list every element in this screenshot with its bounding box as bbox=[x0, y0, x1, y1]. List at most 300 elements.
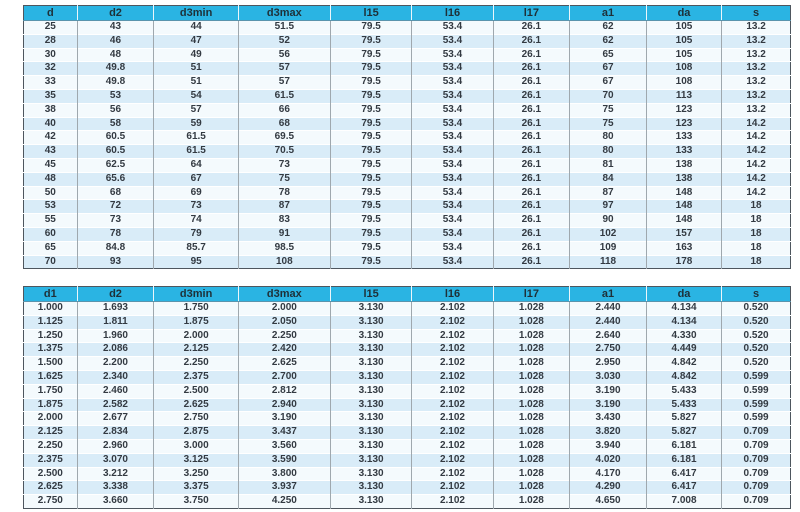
table-cell: 5.827 bbox=[646, 412, 721, 426]
table-cell: 2.102 bbox=[412, 439, 493, 453]
table-cell: 56 bbox=[238, 48, 330, 62]
table-cell: 80 bbox=[570, 145, 647, 159]
table-cell: 28 bbox=[24, 34, 78, 48]
table-row bbox=[24, 227, 791, 241]
table-row bbox=[24, 48, 791, 62]
table-row bbox=[24, 315, 791, 329]
table-body bbox=[24, 302, 791, 509]
table-cell: 60 bbox=[24, 227, 78, 241]
table-cell: 2.102 bbox=[412, 412, 493, 426]
table-cell: 1.028 bbox=[493, 453, 570, 467]
table-cell: 4.449 bbox=[646, 343, 721, 357]
column-header: d1 bbox=[24, 287, 78, 302]
table-cell: 2.102 bbox=[412, 302, 493, 316]
table-cell: 4.290 bbox=[570, 481, 647, 495]
table-cell: 2.500 bbox=[24, 467, 78, 481]
table-cell: 79.5 bbox=[330, 103, 412, 117]
table-cell: 133 bbox=[646, 145, 721, 159]
table-cell: 3.212 bbox=[77, 467, 154, 481]
table-row bbox=[24, 384, 791, 398]
table-cell: 49 bbox=[154, 48, 239, 62]
table-cell: 1.875 bbox=[154, 315, 239, 329]
table-cell: 26.1 bbox=[493, 200, 570, 214]
table-cell: 26.1 bbox=[493, 186, 570, 200]
table-cell: 26.1 bbox=[493, 241, 570, 255]
table-cell: 14.2 bbox=[722, 172, 791, 186]
table-cell: 3.437 bbox=[238, 426, 330, 440]
table-cell: 3.130 bbox=[330, 453, 412, 467]
table-cell: 2.102 bbox=[412, 495, 493, 509]
table-cell: 3.130 bbox=[330, 439, 412, 453]
table-cell: 53.4 bbox=[412, 62, 493, 76]
table-cell: 2.460 bbox=[77, 384, 154, 398]
table-cell: 32 bbox=[24, 62, 78, 76]
table-cell: 60.5 bbox=[77, 145, 154, 159]
table-cell: 3.130 bbox=[330, 467, 412, 481]
table-cell: 30 bbox=[24, 48, 78, 62]
table-cell: 53.4 bbox=[412, 200, 493, 214]
table-cell: 73 bbox=[154, 200, 239, 214]
table-cell: 2.700 bbox=[238, 370, 330, 384]
table-cell: 0.709 bbox=[722, 439, 791, 453]
table-cell: 6.181 bbox=[646, 453, 721, 467]
table-cell: 14.2 bbox=[722, 131, 791, 145]
table-cell: 4.134 bbox=[646, 315, 721, 329]
table-cell: 67 bbox=[570, 62, 647, 76]
table-cell: 3.430 bbox=[570, 412, 647, 426]
table-cell: 2.102 bbox=[412, 315, 493, 329]
table-row bbox=[24, 439, 791, 453]
table-cell: 50 bbox=[24, 186, 78, 200]
table-cell: 0.520 bbox=[722, 357, 791, 371]
table-cell: 2.125 bbox=[154, 343, 239, 357]
table-cell: 1.500 bbox=[24, 357, 78, 371]
table-cell: 57 bbox=[238, 62, 330, 76]
table-cell: 0.709 bbox=[722, 453, 791, 467]
table-cell: 70 bbox=[570, 89, 647, 103]
table-cell: 2.500 bbox=[154, 384, 239, 398]
table-cell: 78 bbox=[238, 186, 330, 200]
table-cell: 95 bbox=[154, 255, 239, 269]
table-cell: 26.1 bbox=[493, 34, 570, 48]
table-cell: 1.028 bbox=[493, 315, 570, 329]
table-cell: 1.028 bbox=[493, 384, 570, 398]
table-row bbox=[24, 103, 791, 117]
table-cell: 90 bbox=[570, 214, 647, 228]
table-cell: 25 bbox=[24, 21, 78, 35]
table-cell: 91 bbox=[238, 227, 330, 241]
table-cell: 49.8 bbox=[77, 62, 154, 76]
table-cell: 2.102 bbox=[412, 329, 493, 343]
table-cell: 13.2 bbox=[722, 48, 791, 62]
table-cell: 3.750 bbox=[154, 495, 239, 509]
table-cell: 79.5 bbox=[330, 89, 412, 103]
table-cell: 1.028 bbox=[493, 357, 570, 371]
table-cell: 178 bbox=[646, 255, 721, 269]
table-cell: 3.190 bbox=[570, 398, 647, 412]
table-cell: 13.2 bbox=[722, 21, 791, 35]
table-cell: 85.7 bbox=[154, 241, 239, 255]
table-cell: 79.5 bbox=[330, 172, 412, 186]
table-cell: 1.028 bbox=[493, 302, 570, 316]
table-cell: 163 bbox=[646, 241, 721, 255]
table-cell: 1.375 bbox=[24, 343, 78, 357]
table-cell: 80 bbox=[570, 131, 647, 145]
table-cell: 3.130 bbox=[330, 384, 412, 398]
table-cell: 2.000 bbox=[24, 412, 78, 426]
column-header: l16 bbox=[412, 287, 493, 302]
table-cell: 61.5 bbox=[154, 131, 239, 145]
table-row bbox=[24, 495, 791, 509]
table-cell: 2.050 bbox=[238, 315, 330, 329]
table-cell: 79.5 bbox=[330, 186, 412, 200]
header-row bbox=[24, 6, 791, 21]
table-row bbox=[24, 357, 791, 371]
table-cell: 13.2 bbox=[722, 76, 791, 90]
table-cell: 87 bbox=[570, 186, 647, 200]
table-cell: 26.1 bbox=[493, 89, 570, 103]
table-cell: 97 bbox=[570, 200, 647, 214]
table-cell: 33 bbox=[24, 76, 78, 90]
table-cell: 55 bbox=[24, 214, 78, 228]
table-cell: 3.937 bbox=[238, 481, 330, 495]
table-cell: 3.070 bbox=[77, 453, 154, 467]
table-cell: 65 bbox=[570, 48, 647, 62]
table-cell: 108 bbox=[646, 76, 721, 90]
table-cell: 18 bbox=[722, 227, 791, 241]
table-cell: 84 bbox=[570, 172, 647, 186]
table-cell: 83 bbox=[238, 214, 330, 228]
table-cell: 49.8 bbox=[77, 76, 154, 90]
table-cell: 3.190 bbox=[570, 384, 647, 398]
table-cell: 14.2 bbox=[722, 145, 791, 159]
table-cell: 67 bbox=[154, 172, 239, 186]
table-row bbox=[24, 158, 791, 172]
column-header: l15 bbox=[330, 287, 412, 302]
table-row bbox=[24, 481, 791, 495]
table-cell: 2.250 bbox=[238, 329, 330, 343]
table-cell: 105 bbox=[646, 48, 721, 62]
table-cell: 26.1 bbox=[493, 48, 570, 62]
table-cell: 5.433 bbox=[646, 384, 721, 398]
table-body bbox=[24, 21, 791, 269]
table-cell: 0.520 bbox=[722, 329, 791, 343]
table-cell: 1.028 bbox=[493, 343, 570, 357]
table-cell: 3.130 bbox=[330, 343, 412, 357]
table-cell: 4.842 bbox=[646, 357, 721, 371]
table-cell: 40 bbox=[24, 117, 78, 131]
table-cell: 2.875 bbox=[154, 426, 239, 440]
column-header: d3max bbox=[238, 287, 330, 302]
table-cell: 26.1 bbox=[493, 214, 570, 228]
column-header: l16 bbox=[412, 6, 493, 21]
table-cell: 53.4 bbox=[412, 131, 493, 145]
table-cell: 79.5 bbox=[330, 76, 412, 90]
table-cell: 26.1 bbox=[493, 117, 570, 131]
table-cell: 79.5 bbox=[330, 117, 412, 131]
table-cell: 2.440 bbox=[570, 315, 647, 329]
table-cell: 26.1 bbox=[493, 158, 570, 172]
table-cell: 1.028 bbox=[493, 370, 570, 384]
table-cell: 59 bbox=[154, 117, 239, 131]
table-cell: 57 bbox=[238, 76, 330, 90]
table-cell: 26.1 bbox=[493, 227, 570, 241]
table-cell: 3.130 bbox=[330, 302, 412, 316]
table-cell: 62.5 bbox=[77, 158, 154, 172]
table-cell: 26.1 bbox=[493, 172, 570, 186]
table-cell: 79.5 bbox=[330, 158, 412, 172]
table-cell: 73 bbox=[77, 214, 154, 228]
table-cell: 53.4 bbox=[412, 227, 493, 241]
table-cell: 2.420 bbox=[238, 343, 330, 357]
table-cell: 0.599 bbox=[722, 412, 791, 426]
table-cell: 53.4 bbox=[412, 117, 493, 131]
table-cell: 79.5 bbox=[330, 255, 412, 269]
table-cell: 109 bbox=[570, 241, 647, 255]
table-cell: 79.5 bbox=[330, 131, 412, 145]
table-cell: 13.2 bbox=[722, 89, 791, 103]
table-cell: 2.250 bbox=[154, 357, 239, 371]
table-cell: 53 bbox=[24, 200, 78, 214]
table-row bbox=[24, 302, 791, 316]
table-cell: 1.000 bbox=[24, 302, 78, 316]
table-cell: 43 bbox=[24, 145, 78, 159]
table-cell: 67 bbox=[570, 76, 647, 90]
table-cell: 0.599 bbox=[722, 384, 791, 398]
table-cell: 51.5 bbox=[238, 21, 330, 35]
column-header: a1 bbox=[570, 287, 647, 302]
table-cell: 64 bbox=[154, 158, 239, 172]
table-row bbox=[24, 412, 791, 426]
table-cell: 66 bbox=[238, 103, 330, 117]
table-cell: 2.834 bbox=[77, 426, 154, 440]
table-cell: 2.102 bbox=[412, 343, 493, 357]
table-cell: 2.750 bbox=[570, 343, 647, 357]
table-cell: 2.940 bbox=[238, 398, 330, 412]
table-cell: 53.4 bbox=[412, 103, 493, 117]
table-cell: 58 bbox=[77, 117, 154, 131]
table-row bbox=[24, 255, 791, 269]
table-cell: 1.811 bbox=[77, 315, 154, 329]
table-cell: 2.102 bbox=[412, 426, 493, 440]
table-cell: 3.125 bbox=[154, 453, 239, 467]
table-cell: 61.5 bbox=[238, 89, 330, 103]
table-cell: 3.130 bbox=[330, 412, 412, 426]
table-row bbox=[24, 186, 791, 200]
table-cell: 73 bbox=[238, 158, 330, 172]
table-row bbox=[24, 21, 791, 35]
table-cell: 78 bbox=[77, 227, 154, 241]
table-cell: 105 bbox=[646, 34, 721, 48]
table-cell: 1.028 bbox=[493, 495, 570, 509]
table-cell: 79.5 bbox=[330, 62, 412, 76]
table-cell: 6.181 bbox=[646, 439, 721, 453]
table-cell: 52 bbox=[238, 34, 330, 48]
column-header: s bbox=[722, 287, 791, 302]
table-cell: 65.6 bbox=[77, 172, 154, 186]
table-cell: 2.677 bbox=[77, 412, 154, 426]
table-cell: 13.2 bbox=[722, 103, 791, 117]
table-cell: 48 bbox=[24, 172, 78, 186]
table-cell: 87 bbox=[238, 200, 330, 214]
table-cell: 53.4 bbox=[412, 214, 493, 228]
table-cell: 2.200 bbox=[77, 357, 154, 371]
table-cell: 3.590 bbox=[238, 453, 330, 467]
table-cell: 108 bbox=[238, 255, 330, 269]
table-cell: 4.250 bbox=[238, 495, 330, 509]
column-header: da bbox=[646, 287, 721, 302]
table-cell: 75 bbox=[570, 103, 647, 117]
table-cell: 1.875 bbox=[24, 398, 78, 412]
table-cell: 3.800 bbox=[238, 467, 330, 481]
table-cell: 84.8 bbox=[77, 241, 154, 255]
table-cell: 148 bbox=[646, 186, 721, 200]
column-header: d3max bbox=[238, 6, 330, 21]
table-cell: 14.2 bbox=[722, 158, 791, 172]
table-cell: 43 bbox=[77, 21, 154, 35]
column-header: d2 bbox=[77, 6, 154, 21]
table-cell: 18 bbox=[722, 241, 791, 255]
table-cell: 18 bbox=[722, 255, 791, 269]
table-cell: 26.1 bbox=[493, 145, 570, 159]
table-cell: 2.375 bbox=[24, 453, 78, 467]
table-cell: 3.030 bbox=[570, 370, 647, 384]
table-cell: 4.134 bbox=[646, 302, 721, 316]
table-row bbox=[24, 343, 791, 357]
table-cell: 68 bbox=[77, 186, 154, 200]
table-row bbox=[24, 172, 791, 186]
table-cell: 79.5 bbox=[330, 21, 412, 35]
table-cell: 61.5 bbox=[154, 145, 239, 159]
table-cell: 3.940 bbox=[570, 439, 647, 453]
table-cell: 3.130 bbox=[330, 398, 412, 412]
table-row bbox=[24, 370, 791, 384]
table-cell: 1.693 bbox=[77, 302, 154, 316]
table-cell: 1.625 bbox=[24, 370, 78, 384]
table-row bbox=[24, 398, 791, 412]
table-cell: 2.750 bbox=[154, 412, 239, 426]
table-cell: 42 bbox=[24, 131, 78, 145]
table-cell: 44 bbox=[154, 21, 239, 35]
table-cell: 0.520 bbox=[722, 315, 791, 329]
table-cell: 62 bbox=[570, 21, 647, 35]
table-cell: 3.130 bbox=[330, 329, 412, 343]
table-row bbox=[24, 214, 791, 228]
table-cell: 70.5 bbox=[238, 145, 330, 159]
table-row bbox=[24, 426, 791, 440]
column-header: l17 bbox=[493, 287, 570, 302]
column-header: d2 bbox=[77, 287, 154, 302]
table-cell: 53.4 bbox=[412, 89, 493, 103]
table-row bbox=[24, 467, 791, 481]
header-row bbox=[24, 287, 791, 302]
table-row bbox=[24, 200, 791, 214]
table-cell: 18 bbox=[722, 214, 791, 228]
table-cell: 53 bbox=[77, 89, 154, 103]
table-cell: 79.5 bbox=[330, 227, 412, 241]
table-cell: 3.130 bbox=[330, 426, 412, 440]
column-header: a1 bbox=[570, 6, 647, 21]
table-cell: 62 bbox=[570, 34, 647, 48]
table-cell: 2.625 bbox=[154, 398, 239, 412]
table-cell: 53.4 bbox=[412, 158, 493, 172]
table-cell: 79.5 bbox=[330, 214, 412, 228]
table-cell: 148 bbox=[646, 200, 721, 214]
table-cell: 14.2 bbox=[722, 117, 791, 131]
table-cell: 1.750 bbox=[154, 302, 239, 316]
table-cell: 2.102 bbox=[412, 467, 493, 481]
table-cell: 0.520 bbox=[722, 343, 791, 357]
table-cell: 57 bbox=[154, 103, 239, 117]
table-cell: 3.130 bbox=[330, 315, 412, 329]
table-cell: 53.4 bbox=[412, 76, 493, 90]
table-cell: 1.028 bbox=[493, 398, 570, 412]
column-header: l17 bbox=[493, 6, 570, 21]
table-cell: 133 bbox=[646, 131, 721, 145]
table-cell: 26.1 bbox=[493, 76, 570, 90]
table-cell: 75 bbox=[570, 117, 647, 131]
table-cell: 53.4 bbox=[412, 21, 493, 35]
table-cell: 1.250 bbox=[24, 329, 78, 343]
table-cell: 123 bbox=[646, 117, 721, 131]
table-cell: 75 bbox=[238, 172, 330, 186]
table-row bbox=[24, 76, 791, 90]
table-cell: 0.709 bbox=[722, 467, 791, 481]
table-cell: 113 bbox=[646, 89, 721, 103]
table-cell: 79.5 bbox=[330, 34, 412, 48]
table-cell: 1.028 bbox=[493, 467, 570, 481]
table-cell: 3.560 bbox=[238, 439, 330, 453]
table-cell: 26.1 bbox=[493, 21, 570, 35]
table-cell: 157 bbox=[646, 227, 721, 241]
table-cell: 70 bbox=[24, 255, 78, 269]
table-cell: 4.650 bbox=[570, 495, 647, 509]
table-header bbox=[24, 6, 791, 21]
table-cell: 53.4 bbox=[412, 34, 493, 48]
table-cell: 2.960 bbox=[77, 439, 154, 453]
table-cell: 3.660 bbox=[77, 495, 154, 509]
table-cell: 123 bbox=[646, 103, 721, 117]
column-header: s bbox=[722, 6, 791, 21]
table-row bbox=[24, 62, 791, 76]
table-cell: 79 bbox=[154, 227, 239, 241]
inch-dimensions-table bbox=[23, 286, 791, 509]
table-cell: 7.008 bbox=[646, 495, 721, 509]
table-cell: 5.827 bbox=[646, 426, 721, 440]
table-cell: 108 bbox=[646, 62, 721, 76]
table-cell: 4.330 bbox=[646, 329, 721, 343]
table-cell: 3.820 bbox=[570, 426, 647, 440]
column-header: d3min bbox=[154, 6, 239, 21]
table-cell: 79.5 bbox=[330, 200, 412, 214]
table-cell: 3.000 bbox=[154, 439, 239, 453]
table-cell: 56 bbox=[77, 103, 154, 117]
table-cell: 0.709 bbox=[722, 481, 791, 495]
table-cell: 53.4 bbox=[412, 172, 493, 186]
table-cell: 4.842 bbox=[646, 370, 721, 384]
table-cell: 98.5 bbox=[238, 241, 330, 255]
table-cell: 6.417 bbox=[646, 467, 721, 481]
table-cell: 2.102 bbox=[412, 384, 493, 398]
table-cell: 1.028 bbox=[493, 439, 570, 453]
table-cell: 105 bbox=[646, 21, 721, 35]
table-cell: 79.5 bbox=[330, 145, 412, 159]
table-cell: 18 bbox=[722, 200, 791, 214]
table-cell: 53.4 bbox=[412, 48, 493, 62]
table-cell: 53.4 bbox=[412, 145, 493, 159]
table-cell: 2.625 bbox=[24, 481, 78, 495]
table-cell: 69 bbox=[154, 186, 239, 200]
